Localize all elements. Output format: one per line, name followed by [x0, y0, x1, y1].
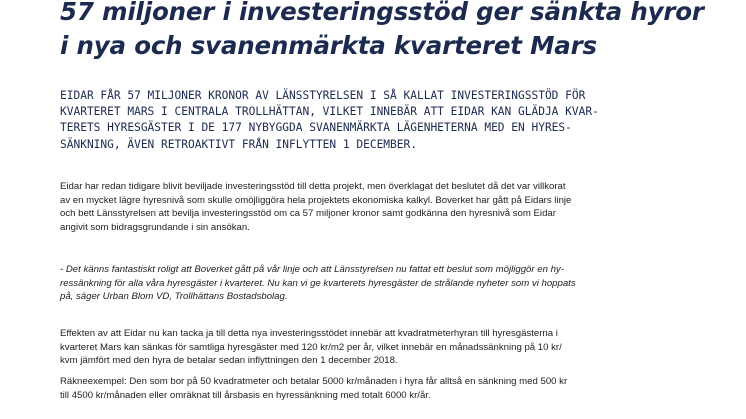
quote-paragraph [60, 263, 670, 304]
lead-paragraph [60, 88, 670, 153]
lead-line: EIDAR FÅR 57 MILJONER KRONOR AV LÄNSSTYRELSEN I SÅ KALLAT INVESTERINGSSTÖD FÖR [60, 89, 586, 102]
body-paragraph-background [60, 180, 670, 234]
quote-line: på, säger Urban Blom VD, Trollhättans Bostadsbolag. [60, 291, 288, 303]
quote-line: - Det känns fantastiskt roligt att Boverket gått på vår linje och att Länsstyrelsen nu fattat ett beslut som möjliggör en hy- [60, 264, 564, 275]
quote-line: ressänkning för alla våra hyresgäster i kvarteret. Nu kan vi ge kvarterets hyresgäster de strålande nyheter som vi hoppats [60, 277, 576, 289]
body-line: av en mycket lägre hyresnivå som skulle omöjliggöra hela projektets ekonomiska kalkyl. Boverket har gått på Eidars linje [60, 194, 572, 206]
body-line: och bett Länsstyrelsen att bevilja investeringsstöd om ca 57 miljoner kronor samt godkänna den hyresnivå som Eidar [60, 208, 556, 220]
lead-line: KVARTERET MARS I CENTRALA TROLLHÄTTAN, VILKET INNEBÄR ATT EIDAR KAN GLÄDJA KVAR- [60, 105, 599, 119]
title-line: i nya och svanenmärkta kvarteret Mars [60, 31, 597, 60]
body-line: Räkneexempel: Den som bor på 50 kvadratmeter och betalar 5000 kr/månaden i hyra får alltså en sänkning med 500 kr [60, 376, 568, 387]
body-line: angivit som bidragsgrundande i sin ansökan. [60, 221, 250, 233]
body-paragraph-effect [60, 327, 670, 368]
body-line: Effekten av att Eidar nu kan tacka ja till detta nya investeringsstödet innebär att kvadratmeterhyran till hyresgästerna i [60, 328, 558, 339]
lead-line: TERETS HYRESGÄSTER I DE 177 NYBYGGDA SVANENMÄRKTA LÄGENHETERNA MED EN HYRES- [60, 121, 572, 135]
article-title [60, 0, 704, 63]
body-line: till 4500 kr/månaden eller omräknat till årsbasis en hyressänkning med totalt 6000 kr/år. [60, 389, 431, 401]
body-line: Eidar har redan tidigare blivit beviljade investeringsstöd till detta projekt, men överklagat det beslutet då det var villkorat [60, 181, 566, 192]
title-line: 57 miljoner i investeringsstöd ger sänkta hyror [60, 0, 704, 26]
press-release [60, 0, 704, 401]
lead-line: SÄNKNING, ÄVEN RETROAKTIVT FRÅN INFLYTTEN 1 DECEMBER. [60, 137, 417, 151]
body-paragraph-example [60, 375, 670, 402]
body-line: kvarteret Mars kan sänkas för samtliga hyresgäster med 120 kr/m2 per år, vilket innebär en månadssänkning på 10 kr/ [60, 341, 562, 353]
body-line: kvm jämfört med den hyra de betalar sedan inflyttningen den 1 december 2018. [60, 355, 398, 367]
